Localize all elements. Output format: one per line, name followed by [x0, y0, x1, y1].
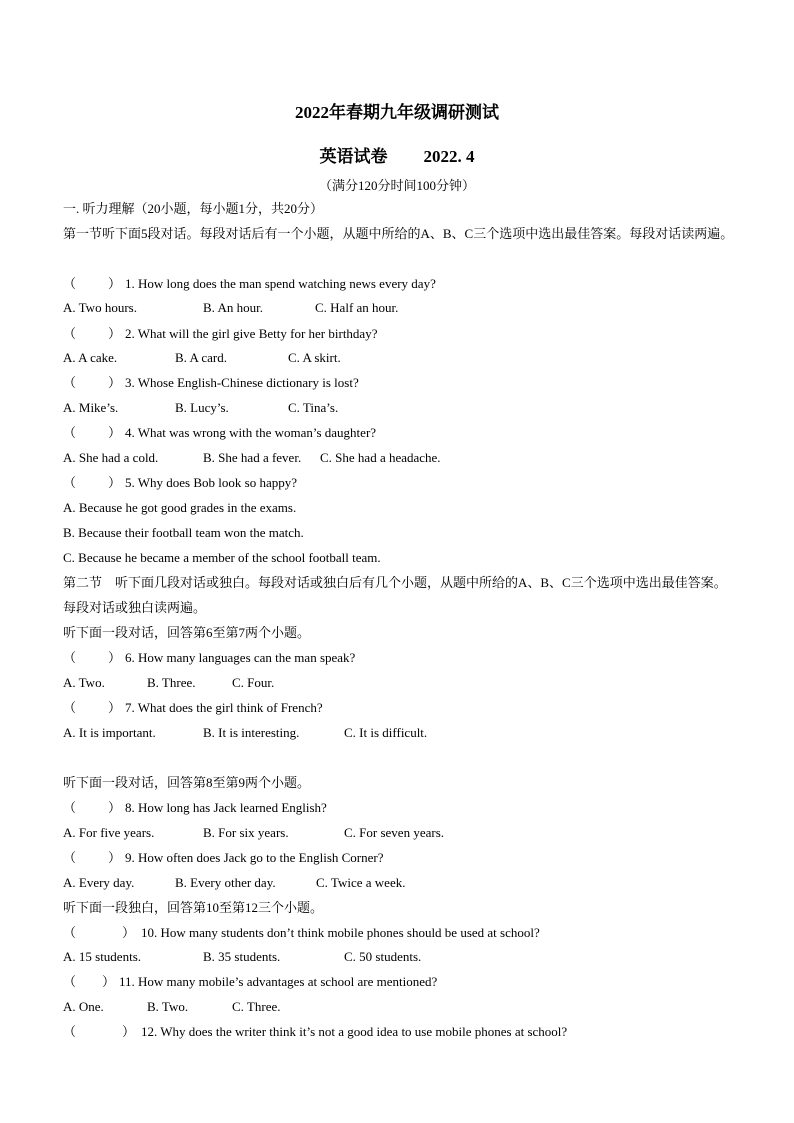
group-instruction-10-12: 听下面一段独白，回答第10至第12三个小题。 — [63, 900, 324, 915]
option-c: C. Because he became a member of the school football team. — [63, 550, 381, 565]
option-a: A. Two hours. — [63, 300, 137, 315]
question-options-7 — [63, 724, 427, 742]
question-stem-10: （ ） 10. How many students don’t think mobile phones should be used at school? — [63, 925, 540, 940]
answer-blank[interactable]: （ ） — [63, 1024, 136, 1039]
exam-subject: 英语试卷 — [319, 147, 388, 166]
question-options-3 — [63, 399, 338, 417]
option-a: A. 15 students. — [63, 949, 141, 964]
exam-subject-line — [0, 142, 794, 167]
option-c: C. A skirt. — [288, 350, 341, 365]
option-b: B. An hour. — [203, 300, 263, 315]
option-c: C. Half an hour. — [315, 300, 399, 315]
exam-title: 2022年春期九年级调研测试 — [295, 103, 499, 122]
question-options-8 — [63, 824, 444, 842]
question-options-1 — [63, 299, 398, 317]
option-b: B. She had a fever. — [203, 450, 302, 465]
group-instruction-6-7: 听下面一段对话，回答第6至第7两个小题。 — [63, 625, 311, 640]
answer-blank[interactable]: （ ） — [63, 475, 122, 490]
option-c: C. Tina’s. — [288, 400, 339, 415]
question-stem-6: （ ） 6. How many languages can the man speak? — [63, 650, 356, 665]
question-stem-5: （ ） 5. Why does Bob look so happy? — [63, 475, 297, 490]
option-a: A. Two. — [63, 675, 105, 690]
option-c: C. Twice a week. — [316, 875, 406, 890]
question-stem-7: （ ） 7. What does the girl think of French? — [63, 700, 323, 715]
option-c: C. She had a headache. — [320, 450, 441, 465]
answer-blank[interactable]: （ ） — [63, 700, 122, 715]
question-stem-11: （ ） 11. How many mobile’s advantages at school are mentioned? — [63, 974, 438, 989]
question-stem-9: （ ） 9. How often does Jack go to the English Corner? — [63, 850, 384, 865]
question-stem-2: （ ） 2. What will the girl give Betty for her birthday? — [63, 326, 378, 341]
option-b: B. A card. — [175, 350, 227, 365]
answer-blank[interactable]: （ ） — [63, 375, 122, 390]
option-c: C. For seven years. — [344, 825, 445, 840]
option-a: A. Every day. — [63, 875, 135, 890]
question-options-11 — [63, 998, 281, 1016]
option-c: C. Four. — [232, 675, 275, 690]
answer-blank[interactable]: （ ） — [63, 276, 122, 291]
option-b: B. Lucy’s. — [175, 400, 229, 415]
option-b: B. Three. — [147, 675, 196, 690]
answer-blank[interactable]: （ ） — [63, 800, 122, 815]
group-instruction-8-9: 听下面一段对话，回答第8至第9两个小题。 — [63, 775, 311, 790]
option-a: A. It is important. — [63, 725, 156, 740]
option-b: B. 35 students. — [203, 949, 281, 964]
part2-instructions: 第二节 听下面几段对话或独白。每段对话或独白后有几个小题，从题中所给的A、B、C三个选项中选出最佳答案。每段对话或独白读两遍。 — [63, 575, 727, 615]
answer-blank[interactable]: （ ） — [63, 650, 122, 665]
answer-blank[interactable]: （ ） — [63, 326, 122, 341]
score-note: （满分120分时间100分钟） — [318, 178, 475, 193]
answer-blank[interactable]: （ ） — [63, 850, 122, 865]
option-b: B. For six years. — [203, 825, 289, 840]
question-options-6 — [63, 674, 274, 692]
option-a: A. A cake. — [63, 350, 118, 365]
question-stem-1: （ ） 1. How long does the man spend watching news every day? — [63, 276, 436, 291]
section-heading: 一. 听力理解（20小题，每小题1分，共20分） — [63, 201, 324, 216]
option-a: A. She had a cold. — [63, 450, 159, 465]
exam-date: 2022. 4 — [423, 147, 475, 166]
option-b: B. Two. — [147, 999, 189, 1014]
question-stem-4: （ ） 4. What was wrong with the woman’s daughter? — [63, 425, 377, 440]
answer-blank[interactable]: （ ） — [63, 425, 122, 440]
question-options-10 — [63, 948, 421, 966]
option-a: A. Mike’s. — [63, 400, 119, 415]
question-stem-12: （ ） 12. Why does the writer think it’s not a good idea to use mobile phones at school? — [63, 1024, 568, 1039]
answer-blank[interactable]: （ ） — [63, 974, 116, 989]
option-a: A. For five years. — [63, 825, 155, 840]
option-c: C. Three. — [232, 999, 281, 1014]
question-options-2 — [63, 349, 341, 367]
question-options-4 — [63, 449, 441, 467]
option-b: B. It is interesting. — [203, 725, 300, 740]
option-b: B. Because their football team won the match. — [63, 525, 304, 540]
option-a: A. Because he got good grades in the exams. — [63, 500, 297, 515]
question-options-9 — [63, 874, 405, 892]
option-a: A. One. — [63, 999, 104, 1014]
part1-instructions: 第一节听下面5段对话。每段对话后有一个小题，从题中所给的A、B、C三个选项中选出最佳答案。每段对话读两遍。 — [63, 226, 734, 241]
option-b: B. Every other day. — [175, 875, 276, 890]
question-stem-3: （ ） 3. Whose English-Chinese dictionary is lost? — [63, 375, 359, 390]
answer-blank[interactable]: （ ） — [63, 925, 136, 940]
question-stem-8: （ ） 8. How long has Jack learned English? — [63, 800, 327, 815]
option-c: C. It is difficult. — [344, 725, 428, 740]
option-c: C. 50 students. — [344, 949, 422, 964]
